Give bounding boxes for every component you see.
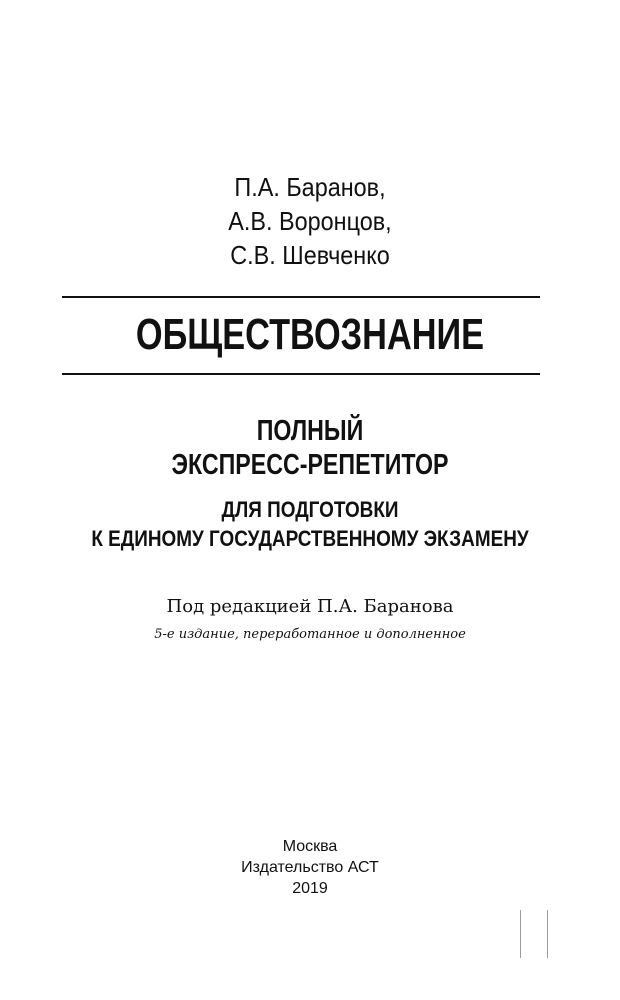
purpose-line: ДЛЯ ПОДГОТОВКИ — [221, 497, 399, 522]
subtitle-line: ПОЛНЫЙ — [256, 415, 364, 447]
imprint-block — [0, 836, 620, 899]
book-title: ОБЩЕСТВОЗНАНИЕ — [135, 310, 485, 359]
imprint-city: Москва — [282, 838, 338, 855]
edition-line: 5-е издание, переработанное и дополненное — [154, 627, 466, 642]
page-edge-mark — [520, 910, 548, 958]
author-name: П.А. Баранов, — [234, 172, 386, 202]
purpose-block — [43, 495, 576, 553]
author-name: А.В. Воронцов, — [228, 206, 392, 236]
editor-line: Под редакцией П.А. Баранова — [166, 596, 454, 617]
author-name: С.В. Шевченко — [230, 240, 390, 270]
imprint-year: 2019 — [292, 880, 328, 897]
purpose-line: К ЕДИНОМУ ГОСУДАРСТВЕННОМУ ЭКЗАМЕНУ — [91, 526, 529, 551]
title-top-rule — [62, 296, 540, 298]
title-bottom-rule — [62, 373, 540, 375]
subtitle-line: ЭКСПРЕСС-РЕПЕТИТОР — [171, 449, 449, 481]
authors-block — [31, 170, 589, 272]
imprint-publisher: Издательство АСТ — [241, 859, 379, 876]
subtitle-block — [62, 414, 558, 482]
